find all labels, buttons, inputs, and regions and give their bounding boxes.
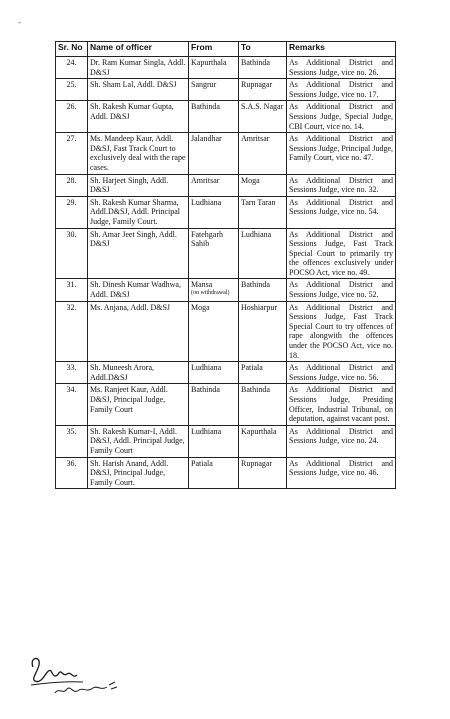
cell-remarks-text: As Additional District and Sessions Judge, vice no. 52.	[289, 280, 393, 300]
cell-officer-name	[88, 362, 189, 384]
cell-from	[189, 457, 239, 489]
cell-from	[189, 79, 239, 101]
cell-sr-no	[56, 196, 88, 228]
cell-sr-no	[56, 425, 88, 457]
cell-remarks	[287, 457, 396, 489]
cell-officer-name-text: Sh. Rakesh Kumar Sharma, Addl.D&SJ, Addl. Principal Judge, Family Court.	[90, 197, 181, 226]
table-row	[56, 228, 396, 279]
cell-sr-no-text: 25.	[66, 80, 77, 90]
cell-officer-name	[88, 57, 189, 79]
cell-to-text: Ludhiana	[241, 229, 272, 239]
cell-to-text: Patiala	[241, 363, 263, 373]
cell-remarks	[287, 57, 396, 79]
cell-from-text: Ludhiana	[191, 426, 222, 436]
cell-sr-no-text: 33.	[66, 363, 77, 373]
cell-sr-no-text: 35.	[66, 426, 77, 436]
table-row	[56, 279, 396, 301]
cell-remarks	[287, 425, 396, 457]
cell-to	[239, 101, 287, 133]
cell-sr-no	[56, 174, 88, 196]
cell-to-text: Hoshiarpur	[241, 302, 277, 312]
table-row	[56, 133, 396, 174]
cell-to	[239, 196, 287, 228]
cell-from	[189, 133, 239, 174]
cell-to-text: Bathinda	[241, 385, 270, 395]
cell-officer-name	[88, 279, 189, 301]
cell-remarks	[287, 384, 396, 425]
cell-officer-name	[88, 174, 189, 196]
cell-sr-no-text: 36.	[66, 458, 77, 468]
cell-officer-name	[88, 101, 189, 133]
signature-image	[25, 655, 125, 700]
cell-from-text: Amritsar	[191, 175, 220, 185]
cell-remarks-text: As Additional District and Sessions Judge, vice no. 17.	[289, 80, 393, 99]
cell-remarks-text: As Additional District and Sessions Judge, vice no. 46.	[289, 458, 393, 478]
cell-from-text: Sangrur	[191, 80, 217, 90]
table-body	[56, 57, 396, 489]
cell-sr-no-text: 24.	[66, 58, 77, 67]
table-row	[56, 57, 396, 79]
cell-sr-no	[56, 457, 88, 489]
cell-from-text: Moga	[191, 302, 210, 312]
cell-remarks-text: As Additional District and Sessions Judge, Presiding Officer, Industrial Tribunal, on deputation, against vacant post.	[289, 385, 393, 424]
cell-remarks	[287, 79, 396, 101]
cell-sr-no-text: 30.	[66, 229, 77, 239]
cell-sr-no-text: 31.	[66, 280, 77, 290]
cell-from	[189, 101, 239, 133]
cell-remarks	[287, 101, 396, 133]
cell-from	[189, 384, 239, 425]
cell-sr-no	[56, 228, 88, 279]
cell-officer-name-text: Dr. Ram Kumar Singla, Addl. D&SJ	[90, 58, 186, 77]
header-remarks: Remarks	[287, 42, 396, 57]
cell-from	[189, 301, 239, 362]
cell-from-text: Jalandhar	[191, 134, 222, 144]
cell-from-text: Bathinda	[191, 102, 220, 112]
cell-remarks	[287, 362, 396, 384]
table-row	[56, 457, 396, 489]
table-row	[56, 301, 396, 362]
cell-officer-name	[88, 457, 189, 489]
table-row	[56, 362, 396, 384]
cell-sr-no	[56, 133, 88, 174]
cell-to	[239, 57, 287, 79]
cell-to	[239, 301, 287, 362]
header-to: To	[239, 42, 287, 57]
cell-officer-name	[88, 133, 189, 174]
cell-from	[189, 425, 239, 457]
cell-to	[239, 425, 287, 457]
table-row	[56, 101, 396, 133]
cell-remarks	[287, 196, 396, 228]
cell-remarks-text: As Additional District and Sessions Judge, vice no. 54.	[289, 197, 393, 217]
cell-sr-no	[56, 57, 88, 79]
cell-from-text: Mansa	[191, 280, 213, 290]
cell-remarks	[287, 228, 396, 279]
cell-remarks-text: As Additional District and Sessions Judge, Principal Judge, Family Court, vice no. 47.	[289, 134, 393, 163]
cell-from-note: (on withdrawal)	[191, 290, 230, 297]
cell-sr-no-text: 34.	[66, 385, 77, 395]
cell-sr-no-text: 27.	[66, 134, 77, 144]
cell-to-text: Amritsar	[241, 134, 270, 144]
cell-sr-no	[56, 362, 88, 384]
cell-to-text: Rupnagar	[241, 458, 273, 468]
cell-officer-name	[88, 425, 189, 457]
cell-sr-no	[56, 301, 88, 362]
header-sr-no: Sr. No	[56, 42, 88, 57]
cell-officer-name	[88, 384, 189, 425]
cell-remarks-text: As Additional District and Sessions Judge, Fast Track Special Court to primarily try the offences exclusively under POCSO Act, vice no. 49.	[289, 229, 393, 277]
cell-officer-name-text: Sh. Harjeet Singh, Addl. D&SJ	[90, 175, 169, 195]
header-name: Name of officer	[88, 42, 189, 57]
cell-sr-no	[56, 384, 88, 425]
cell-officer-name-text: Ms. Ranjeet Kaur, Addl. D&SJ, Principal Judge, Family Court	[90, 385, 168, 414]
cell-to-text: Rupnagar	[241, 80, 273, 90]
cell-sr-no	[56, 279, 88, 301]
cell-from	[189, 228, 239, 279]
cell-sr-no-text: 29.	[66, 197, 77, 207]
cell-officer-name-text: Sh. Amar Jeet Singh, Addl. D&SJ	[90, 229, 177, 249]
header-from: From	[189, 42, 239, 57]
cell-from-text: Kapurthala	[191, 58, 227, 67]
cell-from-text: Patiala	[191, 458, 213, 468]
cell-to	[239, 362, 287, 384]
table-row	[56, 384, 396, 425]
cell-to-text: Bathinda	[241, 58, 270, 67]
cell-to	[239, 228, 287, 279]
cell-to	[239, 279, 287, 301]
cell-from-text: Ludhiana	[191, 197, 222, 207]
cell-from	[189, 196, 239, 228]
cell-officer-name-text: Sh. Dinesh Kumar Wadhwa, Addl. D&SJ	[90, 280, 181, 300]
cell-officer-name	[88, 301, 189, 362]
cell-remarks	[287, 301, 396, 362]
corner-mark: -	[18, 17, 21, 27]
cell-to	[239, 79, 287, 101]
cell-from-text: Ludhiana	[191, 363, 222, 373]
cell-remarks-text: As Additional District and Sessions Judge, vice no. 32.	[289, 175, 393, 195]
table-row	[56, 174, 396, 196]
cell-sr-no	[56, 101, 88, 133]
cell-from-text: Fatehgarh Sahib	[191, 229, 223, 249]
cell-officer-name-text: Ms. Mandeep Kaur, Addl. D&SJ, Fast Track Court to exclusively deal with the rape cases.	[90, 134, 186, 172]
cell-remarks-text: As Additional District and Sessions Judge, Fast Track Special Court to try offences of rape alongwith the offences under the POCSO Act, vice no. 18.	[289, 302, 393, 360]
cell-sr-no-text: 26.	[66, 102, 77, 112]
cell-from-text: Bathinda	[191, 385, 220, 395]
transfer-table	[55, 41, 396, 489]
cell-to	[239, 457, 287, 489]
cell-from	[189, 279, 239, 301]
cell-sr-no-text: 32.	[66, 302, 77, 312]
table-row	[56, 79, 396, 101]
cell-officer-name-text: Sh. Rakesh Kumar Gupta, Addl. D&SJ	[90, 102, 174, 121]
cell-to-text: S.A.S. Nagar	[241, 102, 284, 112]
cell-from	[189, 174, 239, 196]
cell-sr-no-text: 28.	[66, 175, 77, 185]
table-row	[56, 196, 396, 228]
cell-to-text: Kapurthala	[241, 426, 277, 436]
cell-remarks	[287, 279, 396, 301]
cell-remarks	[287, 133, 396, 174]
table-header-row	[56, 42, 396, 57]
cell-from	[189, 362, 239, 384]
cell-officer-name	[88, 79, 189, 101]
cell-officer-name-text: Sh. Sham Lal, Addl. D&SJ	[90, 80, 177, 90]
cell-sr-no	[56, 79, 88, 101]
cell-to-text: Tarn Taran	[241, 197, 276, 207]
cell-officer-name	[88, 228, 189, 279]
cell-remarks-text: As Additional District and Sessions Judge, vice no. 26.	[289, 58, 393, 77]
cell-remarks	[287, 174, 396, 196]
cell-to	[239, 133, 287, 174]
cell-officer-name	[88, 196, 189, 228]
cell-to	[239, 384, 287, 425]
cell-officer-name-text: Sh. Harish Anand, Addl. D&SJ, Principal Judge, Family Court.	[90, 458, 169, 487]
cell-officer-name-text: Sh. Rakesh Kumar-I, Addl. D&SJ, Addl. Principal Judge, Family Court	[90, 426, 185, 455]
cell-officer-name-text: Sh. Muneesh Arora, Addl.D&SJ	[90, 363, 154, 382]
cell-to-text: Moga	[241, 175, 260, 185]
cell-from	[189, 57, 239, 79]
cell-officer-name-text: Ms. Anjana, Addl. D&SJ	[90, 302, 171, 312]
table-row	[56, 425, 396, 457]
cell-to-text: Bathinda	[241, 280, 270, 290]
cell-to	[239, 174, 287, 196]
cell-remarks-text: As Additional District and Sessions Judge, vice no. 56.	[289, 363, 393, 382]
cell-remarks-text: As Additional District and Sessions Judge, Special Judge, CBI Court, vice no. 14.	[289, 102, 393, 131]
cell-remarks-text: As Additional District and Sessions Judge, vice no. 24.	[289, 426, 393, 446]
